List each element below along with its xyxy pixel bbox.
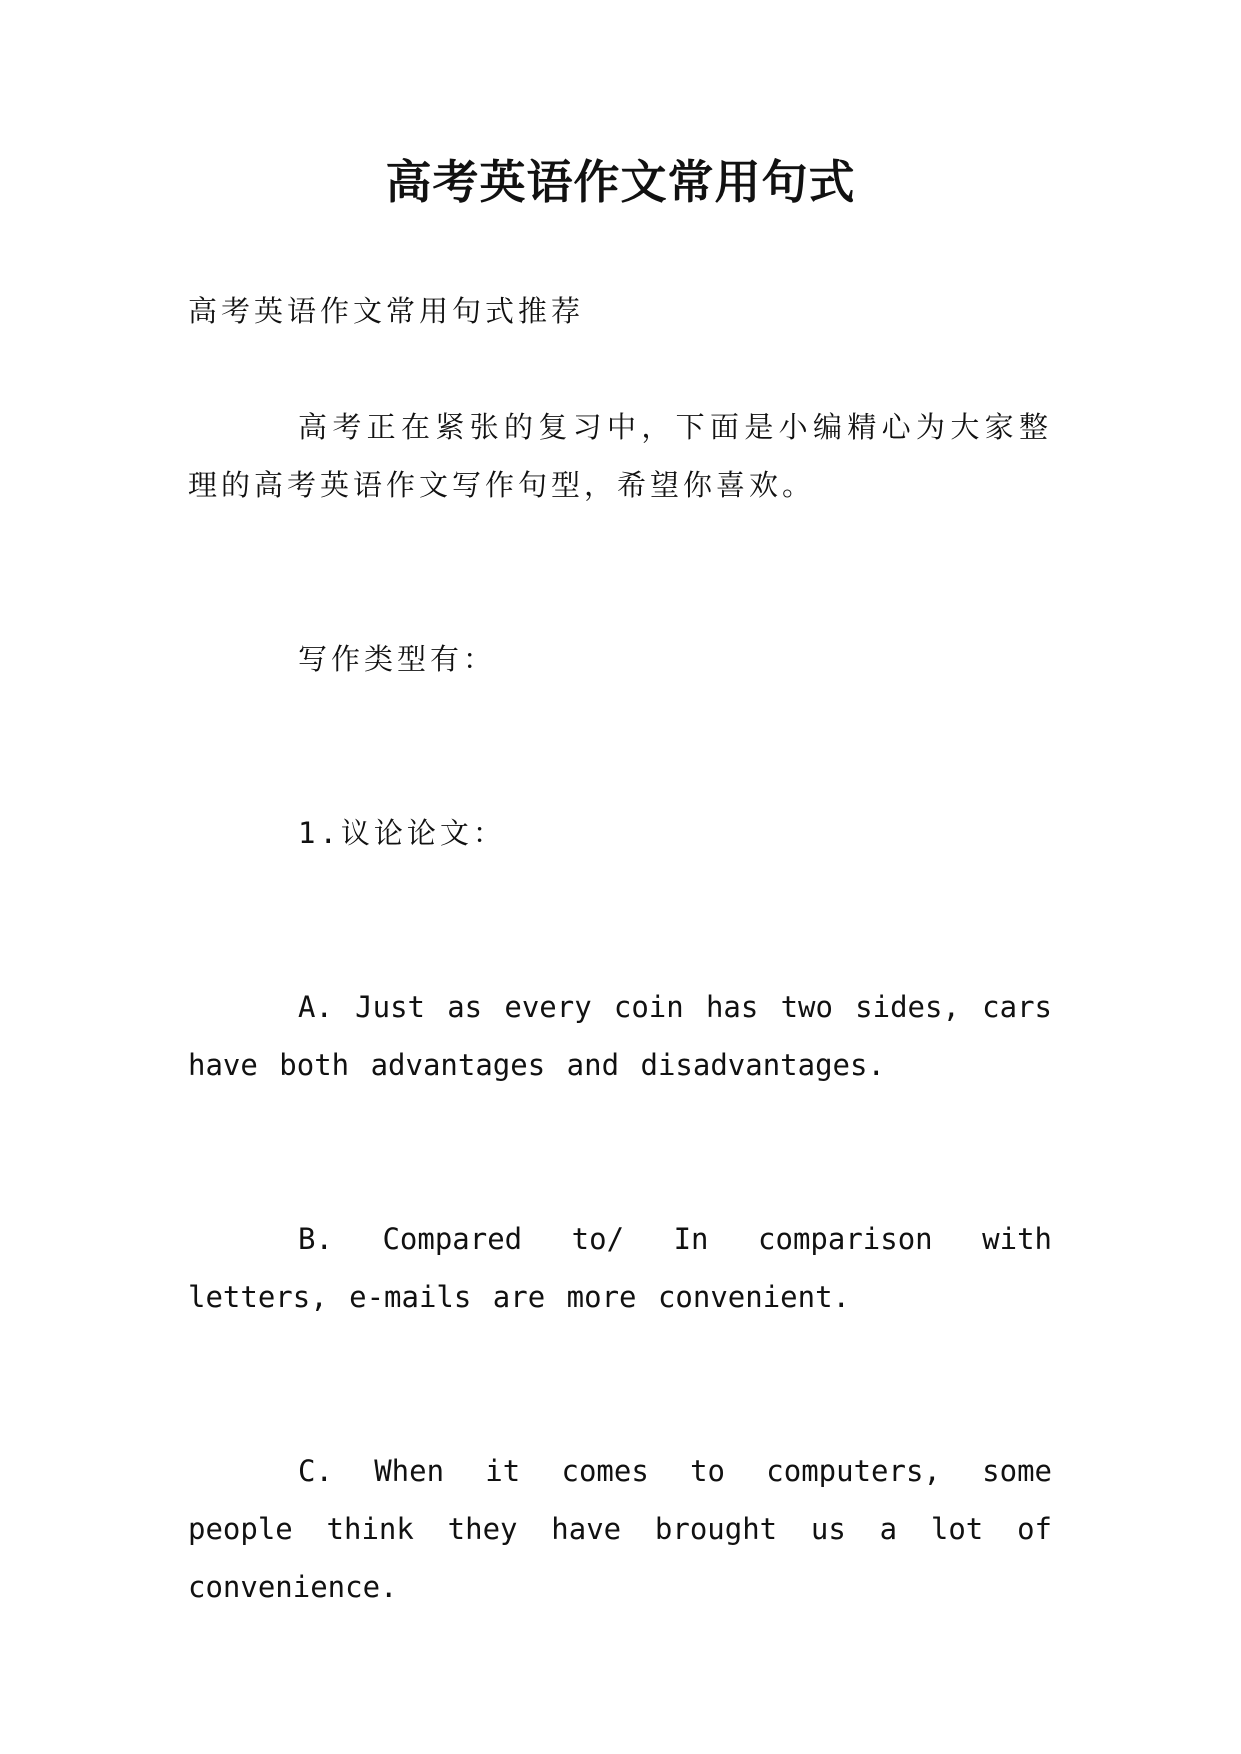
intro-paragraph: 高考正在紧张的复习中，下面是小编精心为大家整理的高考英语作文写作句型，希望你喜欢。 — [188, 410, 1052, 502]
example-sentence-c: C. When it comes to computers, some people think they have brought us a lot of convenience. — [188, 1454, 1052, 1604]
section-heading-1: 1.议论论文： — [298, 816, 506, 850]
example-sentence-b: B. Compared to/ In comparison with letters, e-mails are more convenient. — [188, 1222, 1052, 1314]
document-title: 高考英语作文常用句式 — [385, 155, 856, 209]
example-sentence-a: A. Just as every coin has two sides, cars have both advantages and disadvantages. — [188, 990, 1052, 1082]
document-subtitle: 高考英语作文常用句式推荐 — [188, 294, 585, 328]
types-heading: 写作类型有： — [298, 642, 497, 676]
